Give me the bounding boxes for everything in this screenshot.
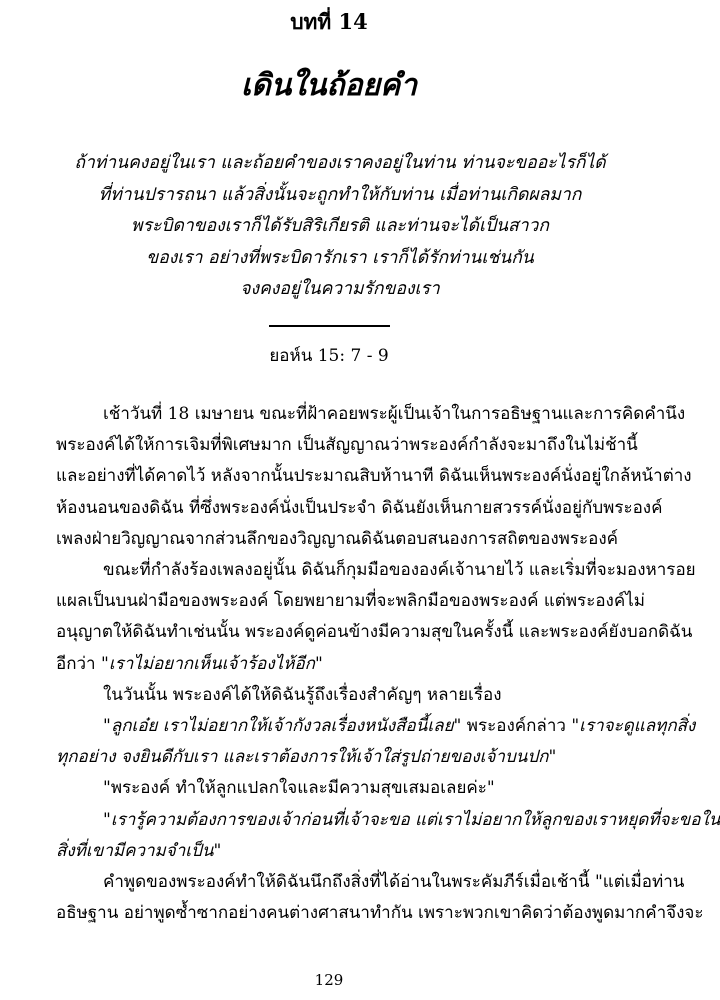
body-line: "เรารู้ความต้องการของเจ้าก่อนที่เจ้าจะขอ แต่เราไม่อยากให้ลูกของเราหยุดที่จะขอใน	[103, 809, 720, 830]
body-text	[56, 399, 720, 929]
body-line: คำพูดของพระองค์ทำให้ดิฉันนึกถึงสิ่งที่ได้อ่านในพระคัมภีร์เมื่อเช้านี้ "แต่เมื่อท่าน	[103, 872, 685, 893]
epigraph-line: พระบิดาของเราก็ได้รับสิริเกียรติ และท่านจะได้เป็นสาวก	[131, 216, 549, 236]
body-text-span: อีกว่า	[56, 653, 96, 674]
body-line: ขณะที่กำลังร้องเพลงอยู่นั้น ดิฉันก็กุมมือขององค์เจ้านายไว้ และเริ่มที่จะมองหารอย	[103, 560, 696, 581]
body-line: พระองค์ได้ให้การเจิมที่พิเศษมาก เป็นสัญญาณว่าพระองค์กำลังจะมาถึงในไม่ช้านี้	[56, 435, 638, 456]
epigraph-line: ของเรา อย่างที่พระบิดารักเรา เราก็ได้รักท่านเช่นกัน	[146, 247, 534, 268]
section-divider	[269, 325, 390, 327]
chapter-number: บทที่ 14	[290, 9, 368, 34]
body-line	[56, 649, 648, 680]
body-line: เพลงฝ่ายวิญญาณจากส่วนลึกของวิญญาณดิฉันตอบสนองการสถิตของพระองค์	[56, 528, 619, 549]
quote-text: "ลูกเอ๋ย เราไม่อยากให้เจ้ากังวลเรื่องหนังสือนี้เลย"	[103, 716, 462, 737]
body-line: และอย่างที่ได้คาดไว้ หลังจากนั้นประมาณสิบห้านาที ดิฉันเห็นพระองค์นั่งอยู่ใกล้หน้าต่าง	[56, 466, 692, 487]
epigraph-line: ที่ท่านปรารถนา แล้วสิ่งนั้นจะถูกทำให้กับท่าน เมื่อท่านเกิดผลมาก	[98, 184, 582, 205]
body-line: "พระองค์ ทำให้ลูกแปลกใจและมีความสุขเสมอเลยค่ะ"	[103, 778, 495, 799]
body-line: ห้องนอนของดิฉัน ที่ซึ่งพระองค์นั่งเป็นประจำ ดิฉันยังเห็นกายสวรรค์นั่งอยู่กับพระองค์	[56, 497, 663, 518]
body-line: สิ่งที่เขามีความจำเป็น"	[56, 840, 222, 861]
quote-text: "เราไม่อยากเห็นเจ้าร้องไห้อีก"	[101, 653, 323, 674]
body-line: แผลเป็นบนฝ่ามือของพระองค์ โดยพยายามที่จะพลิกมือของพระองค์ แต่พระองค์ไม่	[56, 591, 645, 612]
scripture-reference: ยอห์น 15: 7 - 9	[269, 346, 389, 366]
body-line: ทุกอย่าง จงยินดีกับเรา และเราต้องการให้เจ้าใส่รูปถ่ายของเจ้าบนปก"	[56, 747, 557, 768]
body-text-span: พระองค์กล่าว	[466, 716, 566, 737]
body-line: อนุญาตให้ดิฉันทำเช่นนั้น พระองค์ดูค่อนข้างมีความสุขในครั้งนี้ และพระองค์ยังบอกดิฉัน	[56, 622, 693, 643]
epigraph-line: จงคงอยู่ในความรักของเรา	[240, 279, 440, 299]
body-line: ในวันนั้น พระองค์ได้ให้ดิฉันรู้ถึงเรื่องสำคัญๆ หลายเรื่อง	[103, 684, 502, 705]
body-line	[56, 711, 696, 742]
page-number: 129	[314, 971, 344, 989]
body-line: เช้าวันที่ 18 เมษายน ขณะที่ฝ้าคอยพระผู้เป็นเจ้าในการอธิษฐานและการคิดคำนึง	[103, 404, 686, 424]
chapter-title: เดินในถ้อยคำ	[240, 68, 418, 103]
quote-text: "เราจะดูแลทุกสิ่ง	[571, 716, 696, 737]
epigraph	[60, 148, 620, 306]
body-line: อธิษฐาน อย่าพูดซ้ำซากอย่างคนต่างศาสนาทำกัน เพราะพวกเขาคิดว่าต้องพูดมากคำจึงจะ	[56, 903, 704, 924]
epigraph-line: ถ้าท่านคงอยู่ในเรา และถ้อยคำของเราคงอยู่ในท่าน ท่านจะขออะไรก็ได้	[74, 153, 606, 173]
